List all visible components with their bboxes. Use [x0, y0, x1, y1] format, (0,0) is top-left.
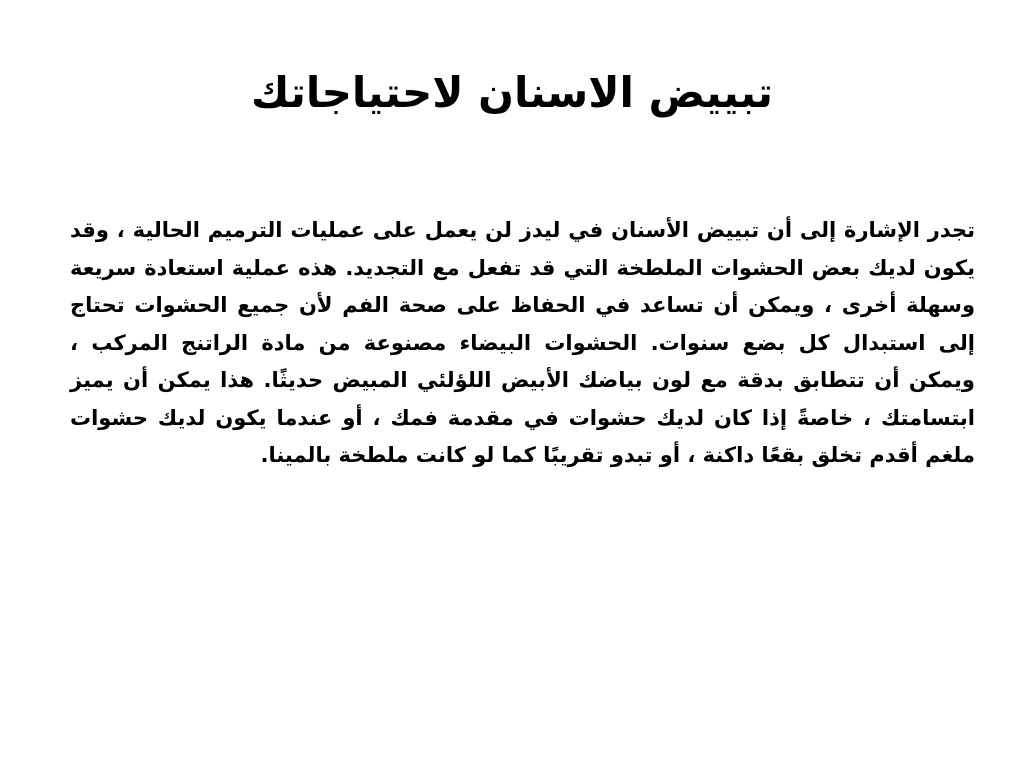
slide-title: تبييض الاسنان لاحتياجاتك: [250, 68, 773, 117]
slide-body-paragraph: تجدر الإشارة إلى أن تبييض الأسنان في ليدز لن يعمل على عمليات الترميم الحالية ، وقد يكون لديك بعض الحشوات الملطخة التي قد تفعل مع التجديد. هذه عملية استعادة سريعة وسهلة أخرى ، ويمكن أن تساعد في الحفاظ على صحة الفم لأن جميع الحشوات تحتاج إلى استبدال كل بضع سنوات. الحشوات البيضاء مصنوعة من مادة الراتنج المركب ، ويمكن أن تتطابق بدقة مع لون بياضك الأبيض اللؤلئي المبيض حديثًا. هذا يمكن أن يميز ابتسامتك ، خاصةً إذا كان لديك حشوات في مقدمة فمك ، أو عندما يكون لديك حشوات ملغم أقدم تخلق بقعًا داكنة ، أو تبدو تقريبًا كما لو كانت ملطخة بالمينا.: [70, 218, 975, 467]
